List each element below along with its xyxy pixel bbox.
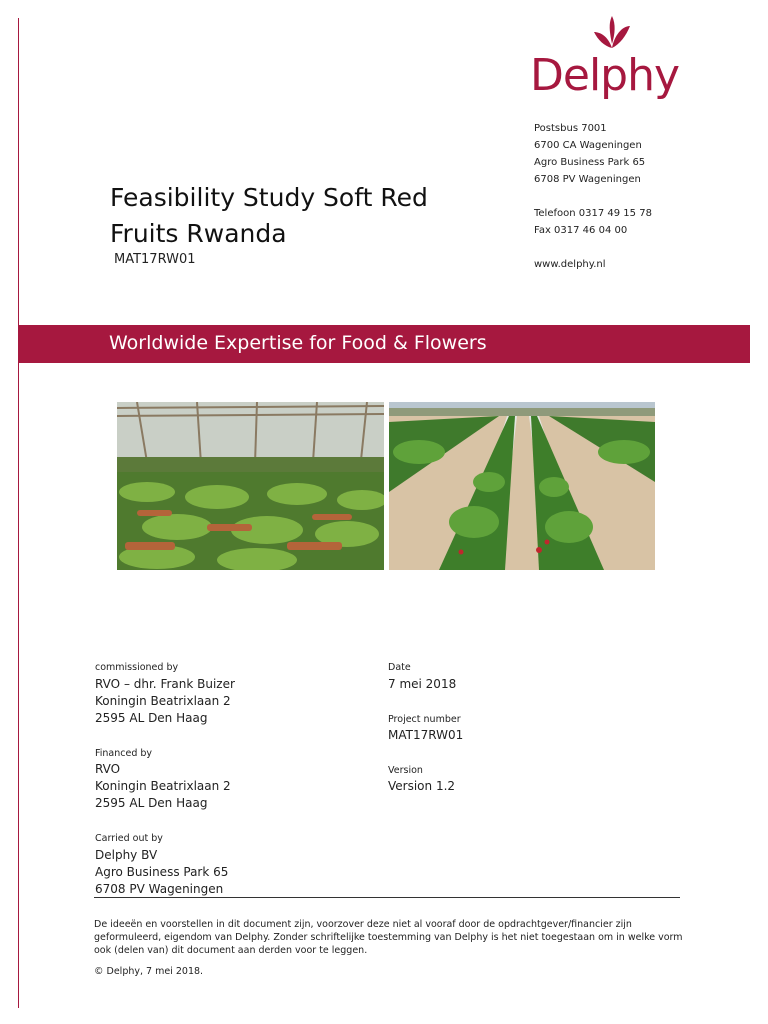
- commissioned-by-label: commissioned by: [95, 662, 179, 673]
- financed-by-label: Financed by: [95, 748, 153, 759]
- website-link[interactable]: www.delphy.nl: [534, 259, 606, 270]
- address-line: 2595 AL Den Haag: [95, 796, 208, 810]
- address-line: RVO: [95, 762, 121, 776]
- left-margin-line: [18, 18, 19, 1008]
- phone-number: Telefoon 0317 49 15 78: [534, 208, 652, 219]
- leaf-icon: [592, 14, 632, 50]
- address-line: Agro Business Park 65: [534, 157, 646, 168]
- address-line: Postsbus 7001: [534, 123, 607, 134]
- divider: [94, 897, 680, 898]
- commissioned-by-value: [95, 676, 235, 727]
- tagline-banner: [18, 325, 750, 363]
- copyright-text: © Delphy, 7 mei 2018.: [94, 966, 204, 977]
- version-value: Version 1.2: [388, 779, 456, 793]
- address-line: Koningin Beatrixlaan 2: [95, 694, 231, 708]
- financed-by-value: [95, 761, 231, 812]
- address-line: 6708 PV Wageningen: [95, 882, 224, 896]
- document-title: [110, 180, 510, 252]
- version-label: Version: [388, 765, 423, 776]
- title-line: Fruits Rwanda: [110, 219, 287, 248]
- date-label: Date: [388, 662, 411, 673]
- fax-number: Fax 0317 46 04 00: [534, 225, 628, 236]
- address-line: 2595 AL Den Haag: [95, 711, 208, 725]
- address-line: 6708 PV Wageningen: [534, 174, 641, 185]
- field-strawberry-rows-photo: [389, 402, 655, 570]
- greenhouse-strawberry-photo: [117, 402, 384, 570]
- address-line: 6700 CA Wageningen: [534, 140, 642, 151]
- banner-text: Worldwide Expertise for Food & Flowers: [109, 332, 487, 354]
- disclaimer-text: De ideeën en voorstellen in dit document zijn, voorzover deze niet al vooraf door de opdrachtgever/financier zijn geformuleerd, eigendom van Delphy. Zonder schriftelijke toestemming van Delphy is het niet toegestaan om in welke vorm ook (delen van) dit document aan derden voor te leggen.: [94, 919, 683, 956]
- company-address: [534, 120, 652, 273]
- logo-wordmark: Delphy: [530, 50, 680, 101]
- address-line: Delphy BV: [95, 848, 158, 862]
- date-value: 7 mei 2018: [388, 677, 457, 691]
- address-line: RVO – dhr. Frank Buizer: [95, 677, 235, 691]
- project-number-label: Project number: [388, 714, 461, 725]
- address-line: Agro Business Park 65: [95, 865, 229, 879]
- carried-out-by-label: Carried out by: [95, 833, 163, 844]
- title-line: Feasibility Study Soft Red: [110, 183, 428, 212]
- project-number-value: MAT17RW01: [388, 728, 464, 742]
- delphy-logo: [530, 14, 700, 104]
- carried-out-by-value: [95, 847, 228, 898]
- document-code: MAT17RW01: [114, 252, 196, 267]
- address-line: Koningin Beatrixlaan 2: [95, 779, 231, 793]
